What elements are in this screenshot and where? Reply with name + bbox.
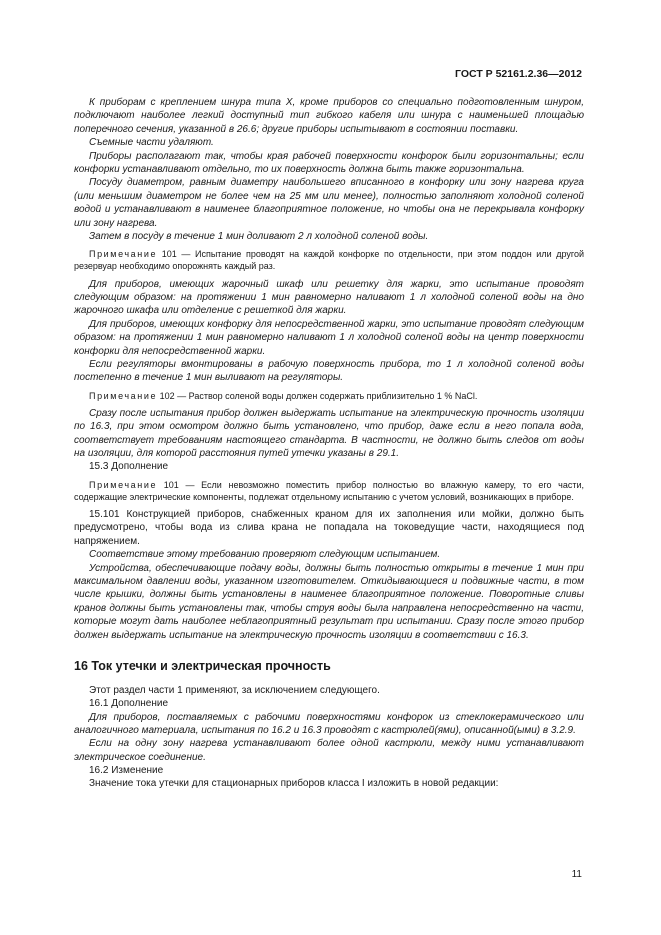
paragraph: Сразу после испытания прибор должен выдержать испытание на электрическую прочность изоляции по 16.3, при этом осмотром должно быть установлено, что прибор, даже если в него попала вода, соответствует требованиям настоящего стандарта. В частности, не должно быть следов от воды на изоляции, для которой расстояния путей утечки указаны в 29.1. xyxy=(74,407,584,460)
page-number: 11 xyxy=(571,869,582,880)
paragraph: Для приборов, имеющих конфорку для непосредственной жарки, это испытание проводят следующим образом: на протяжении 1 мин равномерно наливают 1 л холодной соленой воды на центр поверхности конфорки для непосредственной жарки. xyxy=(74,318,584,357)
page-body xyxy=(74,96,584,791)
paragraph: Если на одну зону нагрева устанавливают более одной кастрюли, между ними устанавливают электрическое соединение. xyxy=(74,738,584,763)
note-text: 102 — Раствор соленой воды должен содержать приблизительно 1 % NaCl. xyxy=(157,390,478,401)
paragraph: Для приборов, поставляемых с рабочими поверхностями конфорок из стеклокерамического или аналогичного материала, испытания по 16.2 и 16.3 проводят с кастрюлей(ями), описанной(ыми) в 3.2.9. xyxy=(74,711,584,736)
paragraph: Затем в посуду в течение 1 мин доливают 2 л холодной соленой воды. xyxy=(89,230,429,242)
note-label: Примечание xyxy=(89,479,158,490)
paragraph: Соответствие этому требованию проверяют следующим испытанием. xyxy=(89,549,441,561)
paragraph: Приборы располагают так, чтобы края рабочей поверхности конфорок были горизонтальны; если конфорки устанавливают отдельно, то их поверхность должна быть также горизонтальна. xyxy=(74,150,584,175)
clause-heading: 15.3 Дополнение xyxy=(89,461,169,473)
paragraph: Если регуляторы вмонтированы в рабочую поверхность прибора, то 1 л холодной соленой воды постепенно в течение 1 мин выливают на регуляторы. xyxy=(74,358,584,384)
note-label: Примечание xyxy=(89,249,158,260)
paragraph: Значение тока утечки для стационарных приборов класса I изложить в новой редакции: xyxy=(89,778,499,790)
paragraph: Съемные части удаляют. xyxy=(89,137,214,149)
note-101 xyxy=(74,248,584,272)
note-label: Примечание xyxy=(89,390,158,401)
note-text: 101 — Испытание проводят на каждой конфорке по отдельности, при этом поддон или другой резервуар необходимо опорожнять каждый раз. xyxy=(74,249,584,272)
clause-heading: 16.2 Изменение xyxy=(89,765,164,777)
paragraph: Устройства, обеспечивающие подачу воды, должны быть полностью открыты в течение 1 мин при максимальном давлении воды, указанном изготовителем. Откидывающиеся и подвижные части, в том числе крышки, должны быть установлены в наименее благоприятное положение. Поворотные сливы кранов должны быть установлены так, чтобы струя воды была направлена непосредственно на части, которые могут дать наиболее неблагоприятный результат при испытании. Сразу после этого прибор должен выдержать испытание на электрическую прочность изоляции в соответствии с 16.3. xyxy=(74,562,584,641)
note-102 xyxy=(74,390,584,402)
note-text: 101 — Если невозможно поместить прибор полностью во влажную камеру, то его части, содержащие электрические компоненты, подлежат отдельному испытанию с учетом условий, возникающих в приборе. xyxy=(74,479,584,502)
paragraph: Посуду диаметром, равным диаметру наибольшего вписанного в конфорку или зону нагрева круга (или меньшим диаметром не более чем на 25 мм или менее), полностью заполняют холодной соленой водой и устанавливают в наименее благоприятное положение, но чтобы она не перекрывала конфорку или зону нагрева. xyxy=(74,177,584,229)
paragraph: Этот раздел части 1 применяют, за исключением следующего. xyxy=(89,684,380,696)
section-heading: 16 Ток утечки и электрическая прочность xyxy=(74,658,331,673)
clause-heading: 16.1 Дополнение xyxy=(89,698,169,710)
note-101-b xyxy=(74,479,584,503)
document-header: ГОСТ Р 52161.2.36—2012 xyxy=(455,68,582,80)
paragraph: 15.101 Конструкцией приборов, снабженных краном для их заполнения или мойки, должно быть предусмотрено, чтобы вода из слива крана не попадала на токоведущие части, находящиеся под напряжением. xyxy=(74,509,584,547)
paragraph: К приборам с креплением шнура типа Х, кроме приборов со специально подготовленным шнуром, подключают наиболее легкий доступный тип гибкого кабеля или шнура с наименьшей площадью поперечного сечения, указанной в 26.6; другие приборы испытывают в состоянии поставки. xyxy=(74,97,584,135)
paragraph: Для приборов, имеющих жарочный шкаф или решетку для жарки, это испытание проводят следующим образом: на протяжении 1 мин равномерно наливают 1 л холодной соленой воды на дно жарочного шкафа или отделение с решеткой для жарки. xyxy=(74,278,584,317)
